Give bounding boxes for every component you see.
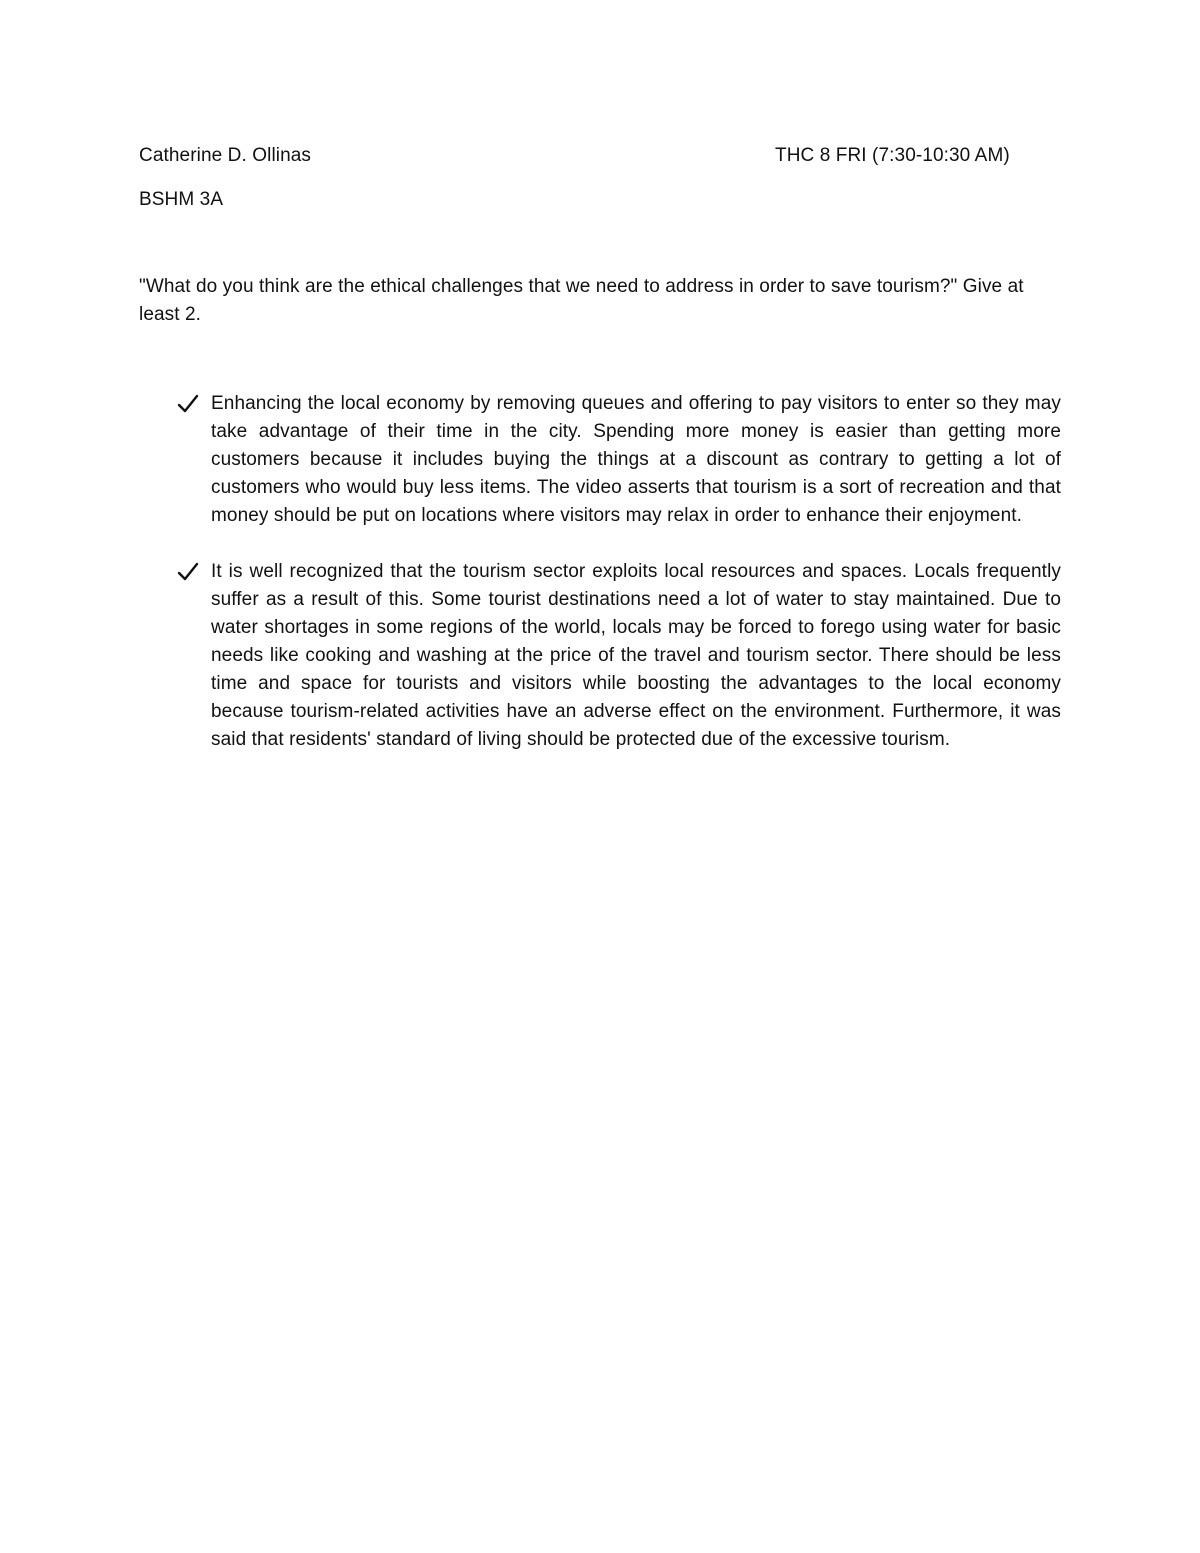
course-schedule: THC 8 FRI (7:30-10:30 AM) (775, 145, 1010, 166)
student-name: Catherine D. Ollinas (139, 145, 312, 166)
answer-item (139, 558, 1061, 754)
check-icon (176, 393, 200, 415)
document-header (139, 142, 1061, 172)
assignment-question: "What do you think are the ethical challenges that we need to address in order to save tourism?" Give at least 2. (139, 276, 1024, 325)
student-section: BSHM 3A (139, 189, 224, 210)
answer-list (139, 390, 1061, 754)
answer-text: Enhancing the local economy by removing queues and offering to pay visitors to enter so they may take advantage of their time in the city. Spending more money is easier than getting more customers because it includes buying the things at a discount as contrary to getting a lot of customers who would buy less items. The video asserts that tourism is a sort of recreation and that money should be put on locations where visitors may relax in order to enhance their enjoyment. (211, 393, 1061, 526)
answer-item (139, 390, 1061, 530)
answer-text: It is well recognized that the tourism sector exploits local resources and spaces. Locals frequently suffer as a result of this. Some tourist destinations need a lot of water to stay maintained. Due to water shortages in some regions of the world, locals may be forced to forego using water for basic needs like cooking and washing at the price of the travel and tourism sector. There should be less time and space for tourists and visitors while boosting the advantages to the local economy because tourism-related activities have an adverse effect on the environment. Furthermore, it was said that residents' standard of living should be protected due of the excessive tourism. (211, 561, 1061, 750)
check-icon (176, 561, 200, 583)
